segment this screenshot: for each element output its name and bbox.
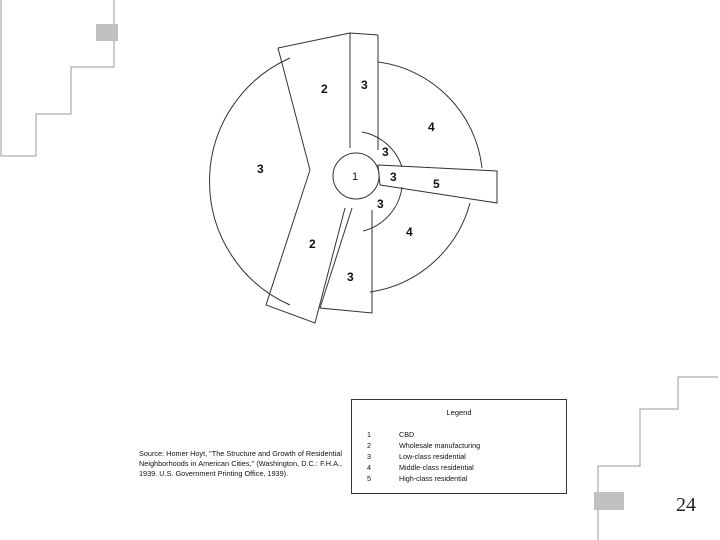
zone-label-2-upper: 2 xyxy=(321,82,328,96)
legend-item xyxy=(367,441,480,450)
zone-label-2-lower: 2 xyxy=(309,237,316,251)
zone-label-3-inner-lower: 3 xyxy=(377,197,384,211)
outer-arc-right xyxy=(378,62,482,168)
zone-label-3-bottom: 3 xyxy=(347,270,354,284)
page-number: 24 xyxy=(676,494,696,516)
wedge-lower-outline xyxy=(266,170,345,323)
legend-item xyxy=(367,452,466,461)
zone-label-4-lower: 4 xyxy=(406,225,413,239)
legend-item xyxy=(367,430,414,439)
legend-item xyxy=(367,474,467,483)
zone-label-3-left: 3 xyxy=(257,162,264,176)
source-citation: Source: Homer Hoyt, "The Structure and Growth of Residential Neighborhoods in American Cities," (Washington, D.C.: F.H.A., 1939. U.S. Government Printing Office, 1939). xyxy=(139,449,342,479)
zone-label-cbd: 1 xyxy=(352,171,359,183)
legend xyxy=(351,399,567,494)
legend-item-label: CBD xyxy=(399,430,415,439)
zone-label-3-inner-mid: 3 xyxy=(390,170,397,184)
zone-label-5: 5 xyxy=(433,177,440,191)
legend-title: Legend xyxy=(446,408,472,417)
legend-item xyxy=(367,463,474,472)
legend-item-label: High-class residential xyxy=(399,474,468,483)
legend-item-number: 4 xyxy=(367,463,371,472)
zone-label-3-top: 3 xyxy=(361,78,368,92)
decorative-square-bottom xyxy=(594,492,624,510)
legend-item-label: Low-class residential xyxy=(399,452,466,461)
legend-item-number: 3 xyxy=(367,452,371,461)
legend-item-number: 1 xyxy=(367,430,371,439)
outer-arc-lower-right xyxy=(370,203,470,292)
zone-label-4-upper: 4 xyxy=(428,120,435,134)
legend-item-label: Wholesale manufacturing xyxy=(399,441,481,450)
legend-item-number: 5 xyxy=(367,474,371,483)
zone-label-3-inner-upper: 3 xyxy=(382,145,389,159)
legend-item-number: 2 xyxy=(367,441,371,450)
legend-item-label: Middle-class residential xyxy=(399,463,474,472)
